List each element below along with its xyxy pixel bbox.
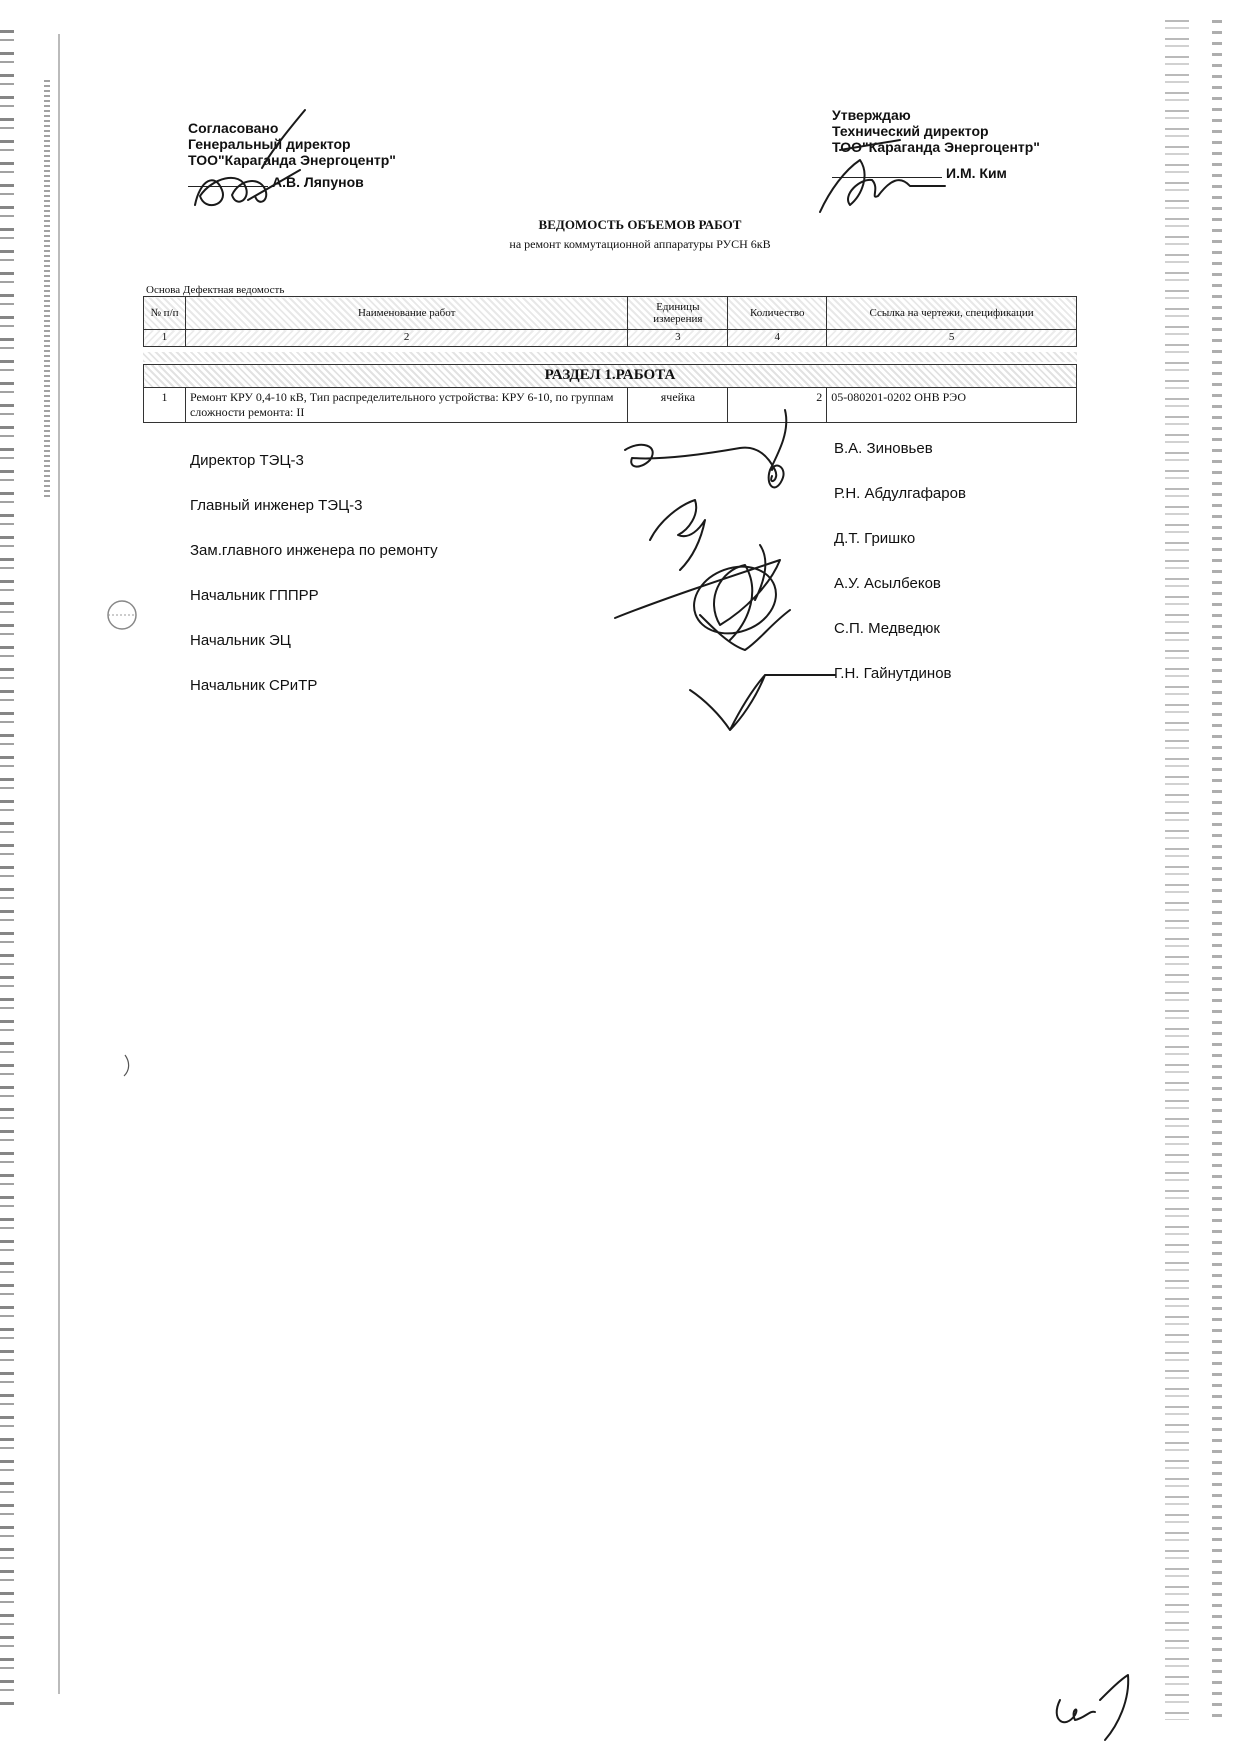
- column-number: 2: [185, 330, 627, 347]
- row-quantity: 2: [728, 388, 827, 423]
- agreed-block: [188, 120, 396, 190]
- section-title: РАЗДЕЛ 1.РАБОТА: [144, 365, 1077, 388]
- header-row: [144, 297, 1077, 330]
- approved-block: [832, 107, 1040, 181]
- approved-signature-line: [832, 177, 942, 178]
- agreed-company: ТОО"Караганда Энергоцентр": [188, 152, 396, 168]
- column-number: 5: [827, 330, 1077, 347]
- signature-stamp-icon: [685, 556, 786, 645]
- header-num: № п/п: [144, 297, 186, 330]
- signatory-position: Начальник ГППРР: [190, 587, 319, 604]
- approved-label: Утверждаю: [832, 107, 911, 123]
- scan-edge-left-inner: [44, 80, 50, 500]
- table-gap: [143, 352, 1077, 362]
- document-basis: Основа Дефектная ведомость: [146, 284, 285, 296]
- column-number: 4: [728, 330, 827, 347]
- approved-position: Технический директор: [832, 123, 989, 139]
- signatory-position: Главный инженер ТЭЦ-3: [190, 497, 363, 514]
- header-unit: Единицы измерения: [628, 297, 728, 330]
- header-name: Наименование работ: [185, 297, 627, 330]
- signatory-position: Начальник ЭЦ: [190, 632, 291, 649]
- signature-zinoviev-icon: [625, 445, 776, 481]
- agreed-signature-line: [188, 186, 268, 187]
- signature-gainutdinov-icon: [690, 675, 835, 730]
- works-table-section: [143, 364, 1077, 423]
- section-row: [144, 365, 1077, 388]
- approved-company: ТОО"Караганда Энергоцентр": [832, 139, 1040, 155]
- signature-medvedyuk-icon: [700, 610, 790, 650]
- row-name: Ремонт КРУ 0,4-10 кВ, Тип распределительного устройства: КРУ 6-10, по группам сложности ремонта: II: [185, 388, 628, 423]
- signature-asylbekov-icon: [615, 545, 780, 640]
- document-title: ВЕДОМОСТЬ ОБЪЕМОВ РАБОТ: [538, 217, 742, 232]
- signatory-name: Р.Н. Абдулгафаров: [834, 485, 966, 502]
- signatory-position: Директор ТЭЦ-3: [190, 452, 304, 469]
- column-number: 3: [628, 330, 728, 347]
- row-reference: 05-080201-0202 ОНВ РЭО: [827, 388, 1077, 423]
- signature-grishko-icon: [650, 500, 705, 570]
- scan-vertical-line: [58, 34, 60, 1694]
- signature-bottom-right-icon: [1057, 1675, 1129, 1740]
- row-unit: ячейка: [628, 388, 728, 423]
- column-number-row: [144, 330, 1077, 347]
- scan-edge-right-outer: [1212, 20, 1222, 1720]
- signatory-position: Начальник СРиТР: [190, 677, 318, 694]
- scan-edge-left: [0, 30, 14, 1710]
- punch-hole-icon: [108, 601, 136, 629]
- works-table-header: [143, 296, 1077, 347]
- signatory-name: С.П. Медведюк: [834, 620, 940, 637]
- agreed-position: Генеральный директор: [188, 136, 351, 152]
- agreed-label: Согласовано: [188, 120, 279, 136]
- signatory-position: Зам.главного инженера по ремонту: [190, 542, 438, 559]
- signatory-name: А.У. Асылбеков: [834, 575, 941, 592]
- document-subtitle: на ремонт коммутационной аппаратуры РУСН 6кВ: [509, 237, 771, 251]
- header-reference: Ссылка на чертежи, спецификации: [827, 297, 1077, 330]
- header-quantity: Количество: [728, 297, 827, 330]
- table-row: [144, 388, 1077, 423]
- signatory-name: Г.Н. Гайнутдинов: [834, 665, 952, 682]
- scan-edge-right: [1165, 20, 1189, 1720]
- signatory-name: В.А. Зиновьев: [834, 440, 933, 457]
- row-num: 1: [144, 388, 186, 423]
- agreed-name: А.В. Ляпунов: [272, 174, 364, 190]
- signatory-name: Д.Т. Гришко: [834, 530, 916, 547]
- approved-name: И.М. Ким: [946, 165, 1007, 181]
- column-number: 1: [144, 330, 186, 347]
